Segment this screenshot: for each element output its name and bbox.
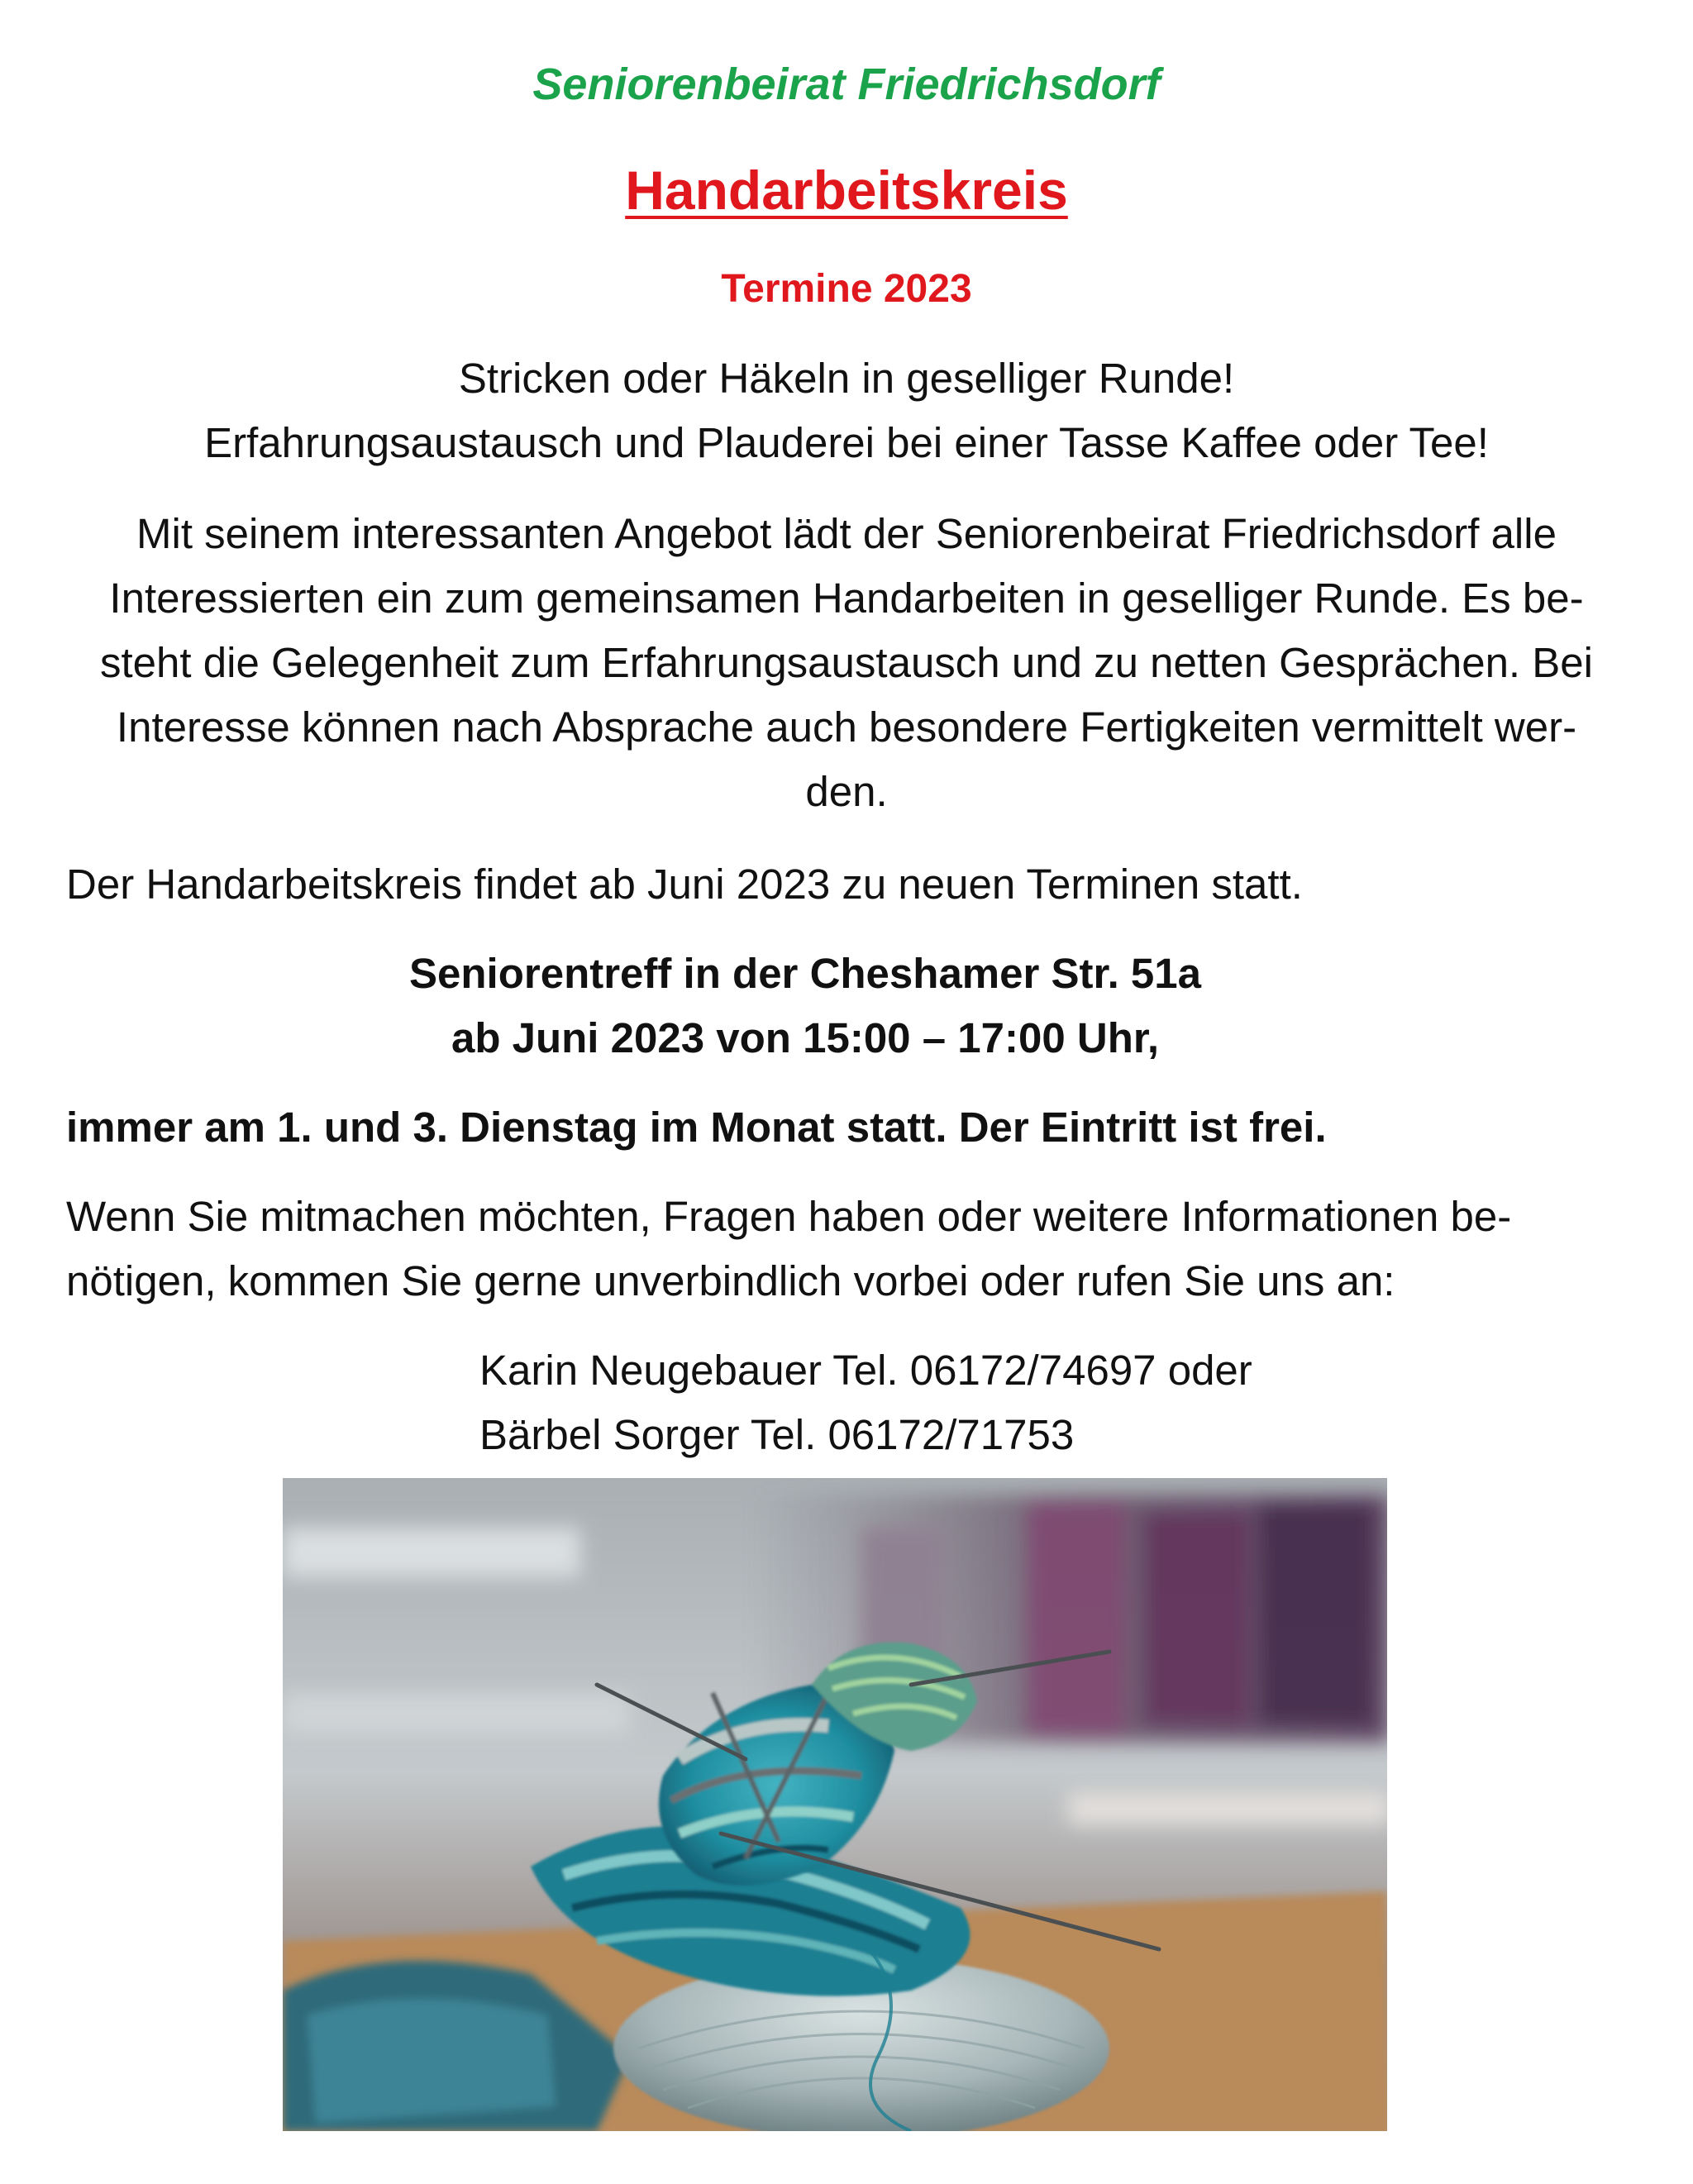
subtitle-dates: Termine 2023 [721, 267, 972, 311]
description-line-2: Interessierten ein zum gemeinsamen Handarbeiten in geselliger Runde. Es be- [109, 575, 1584, 622]
description-line-1: Mit seinem interessanten Angebot lädt der Seniorenbeirat Friedrichsdorf alle [136, 510, 1557, 557]
location-place: Seniorentreff in der Cheshamer Str. 51a [409, 950, 1201, 997]
contact-intro-line-1: Wenn Sie mitmachen möchten, Fragen haben oder weitere Informationen be- [66, 1193, 1512, 1240]
page-title: Handarbeitskreis [625, 160, 1068, 221]
description-line-3: steht die Gelegenheit zum Erfahrungsaustausch und zu netten Gesprächen. Bei [100, 639, 1593, 686]
description-line-4: Interesse können nach Absprache auch besondere Fertigkeiten vermittelt wer- [116, 703, 1577, 751]
contact-intro-line-2: nötigen, kommen Sie gerne unverbindlich vorbei oder rufen Sie uns an: [66, 1257, 1395, 1304]
intro-line-2: Erfahrungsaustausch und Plauderei bei einer Tasse Kaffee oder Tee! [204, 419, 1489, 466]
location-time: ab Juni 2023 von 15:00 – 17:00 Uhr, [451, 1014, 1160, 1061]
intro-line-1: Stricken oder Häkeln in geselliger Runde! [458, 355, 1235, 402]
contact-karin: Karin Neugebauer Tel. 06172/74697 oder [479, 1347, 1252, 1394]
knitting-photo-illustration [283, 1478, 1387, 2131]
schedule-text: immer am 1. und 3. Dienstag im Monat statt. Der Eintritt ist frei. [66, 1104, 1327, 1151]
contact-baerbel: Bärbel Sorger Tel. 06172/71753 [479, 1411, 1075, 1458]
notice-text: Der Handarbeitskreis findet ab Juni 2023 zu neuen Terminen statt. [66, 861, 1303, 908]
knitting-photo [283, 1478, 1387, 2131]
organization-name: Seniorenbeirat Friedrichsdorf [532, 60, 1161, 109]
description-line-5: den. [805, 768, 888, 815]
